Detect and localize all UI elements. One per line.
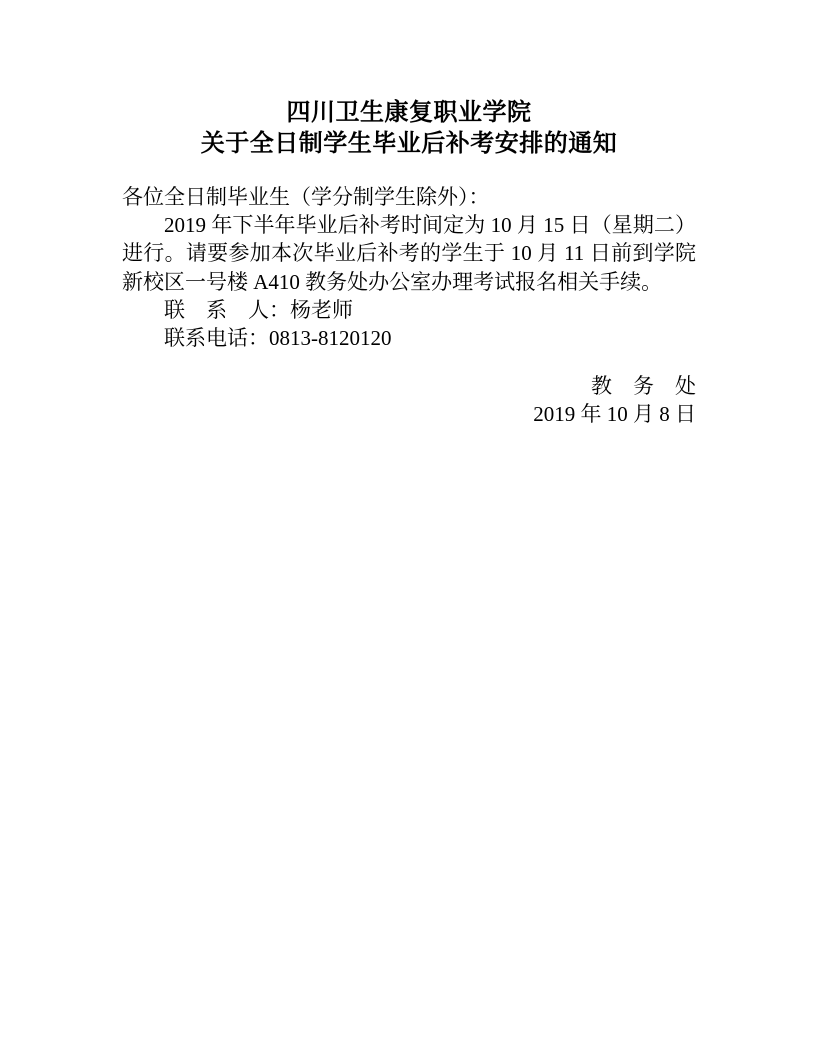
document-title [122,97,696,159]
signature-block [122,372,696,428]
contact-person-line [122,296,696,324]
contact-phone-value: 0813-8120120 [269,326,392,351]
document-body [122,183,696,429]
contact-person-value: 杨老师 [290,297,353,322]
salutation-line: 各位全日制毕业生（学分制学生除外）： [122,185,490,209]
body-paragraph: 2019 年下半年毕业后补考时间定为 10 月 15 日（星期二）进行。请要参加本次毕业后补考的学生于 10 月 11 日前到学院新校区一号楼 A410 教务处办公室办理考试报名相关手续。 [122,213,696,294]
contact-phone-line [122,324,696,352]
contact-person-label: 联 系 人： [164,297,290,322]
signature-department: 教 务 处 [591,374,696,399]
signature-date: 2019 年 10 月 8 日 [533,402,696,427]
title-line-college-name: 四川卫生康复职业学院 [286,98,532,126]
contact-phone-label: 联系电话： [164,326,269,351]
title-line-notice-subject: 关于全日制学生毕业后补考安排的通知 [200,129,618,157]
